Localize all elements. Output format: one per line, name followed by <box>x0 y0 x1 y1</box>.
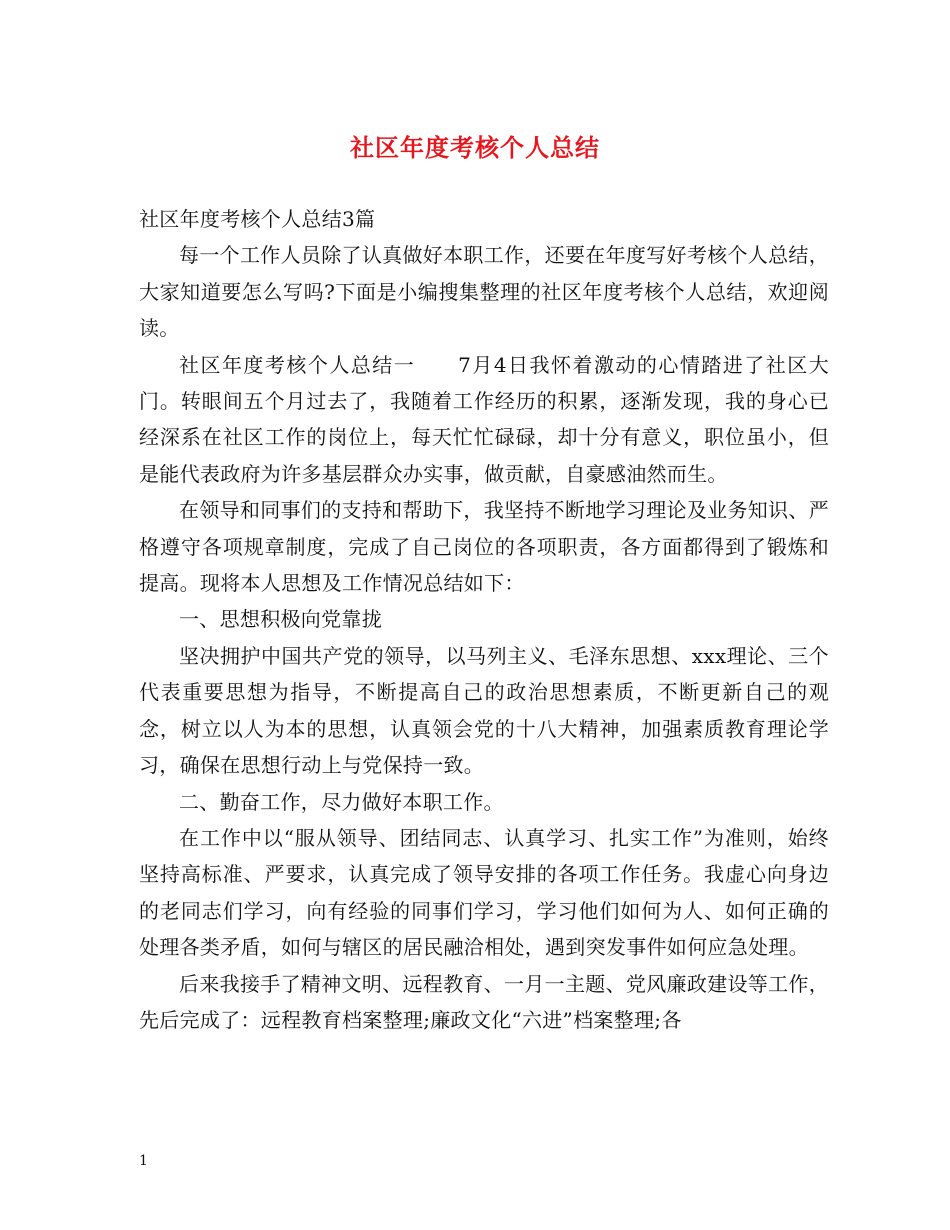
paragraph-summary-one: 社区年度考核个人总结一 7月4日我怀着激动的心情踏进了社区大门。转眼间五个月过去了，我随着工作经历的积累，逐渐发现，我的身心已经深系在社区工作的岗位上，每天忙忙碌碌，却十分有意义，职位虽小，但是能代表政府为许多基层群众办实事，做贡献，自豪感油然而生。 <box>139 352 829 486</box>
document-subtitle: 社区年度考核个人总结3篇 <box>139 207 376 231</box>
section-heading-work: 二、勤奋工作，尽力做好本职工作。 <box>179 789 504 814</box>
paragraph-support: 在领导和同事们的支持和帮助下，我坚持不断地学习理论及业务知识、严格遵守各项规章制度，完成了自己岗位的各项职责，各方面都得到了锻炼和提高。现将本人思想及工作情况总结如下： <box>139 498 829 596</box>
document-title: 社区年度考核个人总结 <box>350 133 600 162</box>
paragraph-tasks: 后来我接手了精神文明、远程教育、一月一主题、党风廉政建设等工作，先后完成了：远程教育档案整理;廉政文化“六进”档案整理;各 <box>139 971 829 1032</box>
paragraph-intro: 每一个工作人员除了认真做好本职工作，还要在年度写好考核个人总结，大家知道要怎么写吗?下面是小编搜集整理的社区年度考核个人总结，欢迎阅读。 <box>139 243 829 341</box>
document-body <box>139 201 829 1038</box>
page-number: 1 <box>139 1153 148 1169</box>
paragraph-thought: 坚决拥护中国共产党的领导，以马列主义、毛泽东思想、xxx理论、三个代表重要思想为指导，不断提高自己的政治思想素质，不断更新自己的观念，树立以人为本的思想，认真领会党的十八大精神，加强素质教育理论学习，确保在思想行动上与党保持一致。 <box>139 643 829 778</box>
paragraph-work: 在工作中以“服从领导、团结同志、认真学习、扎实工作”为准则，始终坚持高标准、严要求，认真完成了领导安排的各项工作任务。我虚心向身边的老同志们学习，向有经验的同事们学习，学习他们如何为人、如何正确的处理各类矛盾，如何与辖区的居民融洽相处，遇到突发事件如何应急处理。 <box>139 825 829 960</box>
section-heading-thought: 一、思想积极向党靠拢 <box>179 607 382 632</box>
